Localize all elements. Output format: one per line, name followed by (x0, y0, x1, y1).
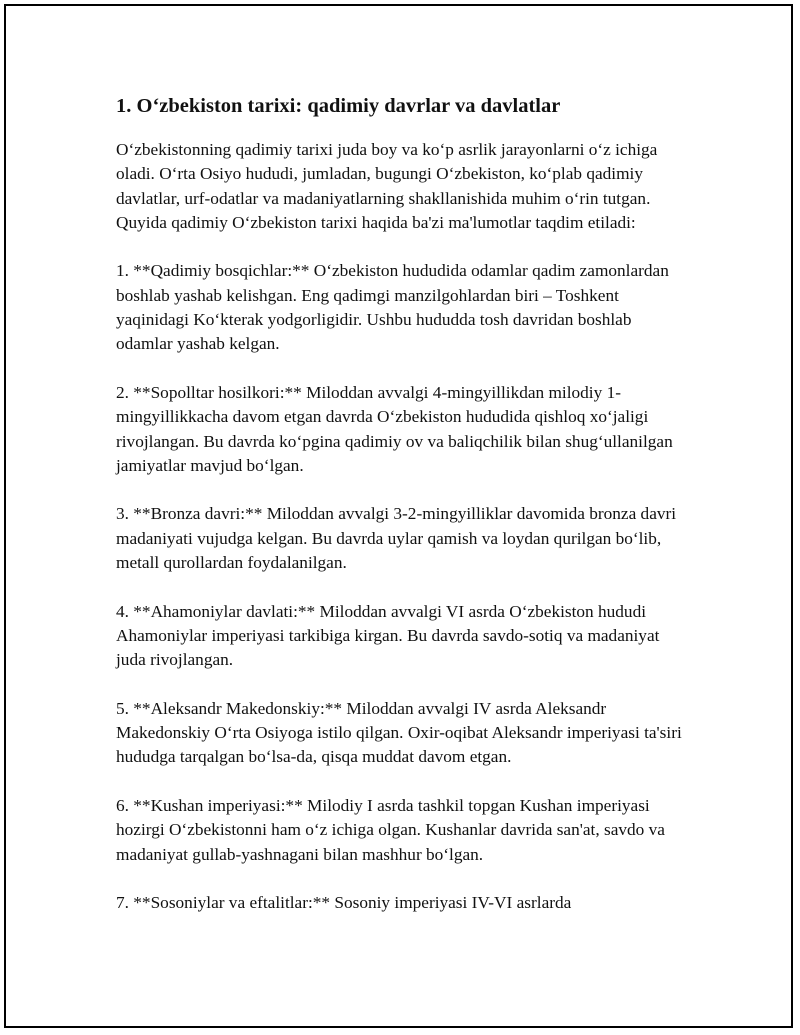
document-body (116, 92, 691, 940)
paragraph-item-6: 6. **Kushan imperiyasi:** Milodiy I asrda tashkil topgan Kushan imperiyasi hozirgi O‘zbekistonni ham o‘z ichiga olgan. Kushanlar davrida san'at, savdo va madaniyat gullab-yashnagani bilan mashhur bo‘lgan. (116, 796, 665, 864)
paragraph-item-5: 5. **Aleksandr Makedonskiy:** Miloddan avvalgi IV asrda Aleksandr Makedonskiy O‘rta Osiyoga istilo qilgan. Oxir-oqibat Aleksandr imperiyasi ta'siri hududga tarqalgan bo‘lsa-da, qisqa muddat davom etgan. (116, 698, 682, 767)
paragraph-item-7: 7. **Sosoniylar va eftalitlar:** Sosoniy imperiyasi IV-VI asrlarda (116, 893, 572, 913)
paragraph-item-2: 2. **Sopolltar hosilkori:** Miloddan avvalgi 4-mingyillikdan milodiy 1-mingyillikkacha davom etgan davrda O‘zbekiston hududida qishloq xo‘jaligi rivojlangan. Bu davrda ko‘pgina qadimiy ov va baliqchilik bilan shug‘ullanilgan jamiyatlar mavjud bo‘lgan. (116, 382, 673, 475)
paragraph-intro: O‘zbekistonning qadimiy tarixi juda boy va ko‘p asrlik jarayonlarni o‘z ichiga oladi. O‘rta Osiyo hududi, jumladan, bugungi O‘zbekiston, ko‘plab qadimiy davlatlar, urf-odatlar va madaniyatlarning shakllanishida muhim o‘rin tutgan. Quyida qadimiy O‘zbekiston tarixi haqida ba'zi ma'lumotlar taqdim etiladi: (116, 140, 658, 232)
paragraph-item-4: 4. **Ahamoniylar davlati:** Miloddan avvalgi VI asrda O‘zbekiston hududi Ahamoniylar imperiyasi tarkibiga kirgan. Bu davrda savdo-sotiq va madaniyat juda rivojlangan. (116, 601, 660, 670)
document-title: 1. O‘zbekiston tarixi: qadimiy davrlar va davlatlar (116, 95, 561, 117)
paragraph-item-3: 3. **Bronza davri:** Miloddan avvalgi 3-2-mingyilliklar davomida bronza davri madaniyati vujudga kelgan. Bu davrda uylar qamish va loydan qurilgan bo‘lib, metall qurollardan foydalanilgan. (116, 504, 677, 573)
paragraph-item-1: 1. **Qadimiy bosqichlar:** O‘zbekiston hududida odamlar qadim zamonlardan boshlab yashab kelishgan. Eng qadimgi manzilgohlardan biri – Toshkent yaqinidagi Ko‘kterak yodgorligidir. Ushbu hududda tosh davridan boshlab odamlar yashab kelgan. (116, 261, 669, 354)
